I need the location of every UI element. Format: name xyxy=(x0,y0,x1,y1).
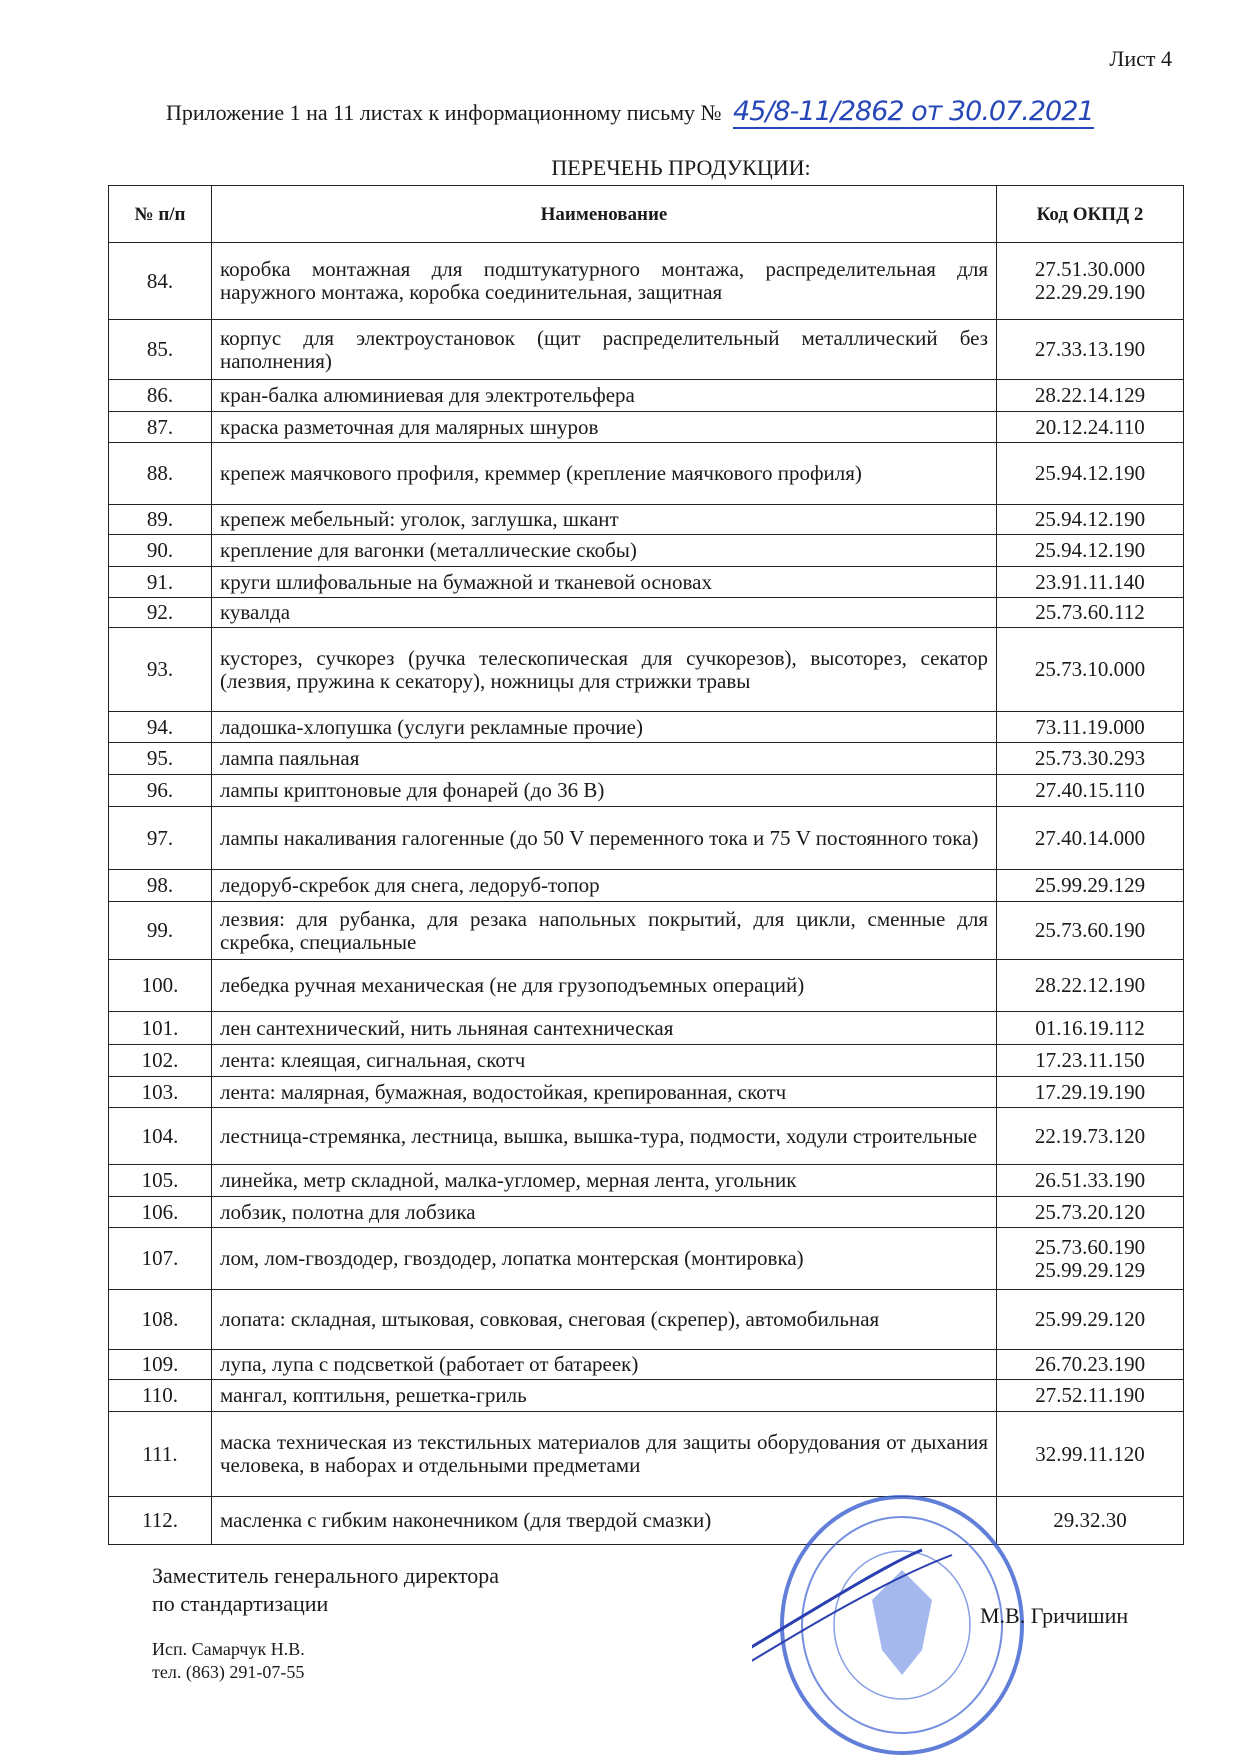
okpd2-code: 25.94.12.190 xyxy=(997,535,1184,567)
row-number: 110. xyxy=(109,1380,212,1412)
row-number: 86. xyxy=(109,380,212,412)
row-number: 98. xyxy=(109,870,212,902)
column-header-code: Код ОКПД 2 xyxy=(997,186,1184,243)
row-number: 109. xyxy=(109,1350,212,1380)
row-number: 94. xyxy=(109,712,212,743)
table-row xyxy=(109,320,1184,380)
row-number: 92. xyxy=(109,598,212,628)
okpd2-code: 29.32.30 xyxy=(997,1497,1184,1545)
table-row xyxy=(109,412,1184,443)
row-number: 95. xyxy=(109,743,212,775)
table-row xyxy=(109,1350,1184,1380)
row-number: 96. xyxy=(109,775,212,807)
table-row xyxy=(109,535,1184,567)
okpd2-code: 73.11.19.000 xyxy=(997,712,1184,743)
product-name: масленка с гибким наконечником (для твердой смазки) xyxy=(212,1497,997,1545)
appendix-line xyxy=(166,96,1094,127)
table-row xyxy=(109,1380,1184,1412)
okpd2-code: 27.51.30.000 22.29.29.190 xyxy=(997,243,1184,320)
product-name: лента: клеящая, сигнальная, скотч xyxy=(212,1045,997,1077)
okpd2-code: 17.29.19.190 xyxy=(997,1077,1184,1108)
okpd2-code: 27.52.11.190 xyxy=(997,1380,1184,1412)
table-row xyxy=(109,743,1184,775)
row-number: 102. xyxy=(109,1045,212,1077)
table-row xyxy=(109,1197,1184,1228)
product-name: крепеж мебельный: уголок, заглушка, шкант xyxy=(212,505,997,535)
product-name: круги шлифовальные на бумажной и тканевой основах xyxy=(212,567,997,598)
product-name: крепление для вагонки (металлические скобы) xyxy=(212,535,997,567)
okpd2-code: 25.73.60.190 xyxy=(997,902,1184,960)
row-number: 100. xyxy=(109,960,212,1012)
okpd2-code: 25.73.60.190 25.99.29.129 xyxy=(997,1228,1184,1290)
table-row xyxy=(109,567,1184,598)
row-number: 111. xyxy=(109,1412,212,1497)
product-name: кусторез, сучкорез (ручка телескопическая для сучкорезов), высоторез, секатор (лезвия, пружина к секатору), ножницы для стрижки травы xyxy=(212,628,997,712)
row-number: 106. xyxy=(109,1197,212,1228)
row-number: 103. xyxy=(109,1077,212,1108)
okpd2-code: 26.70.23.190 xyxy=(997,1350,1184,1380)
table-row xyxy=(109,1108,1184,1165)
okpd2-code: 27.40.14.000 xyxy=(997,807,1184,870)
okpd2-code: 25.73.30.293 xyxy=(997,743,1184,775)
okpd2-code: 27.40.15.110 xyxy=(997,775,1184,807)
okpd2-code: 25.73.20.120 xyxy=(997,1197,1184,1228)
product-table xyxy=(108,185,1184,1545)
table-row xyxy=(109,1228,1184,1290)
table-header-row xyxy=(109,186,1184,243)
product-name: кувалда xyxy=(212,598,997,628)
sheet-number: Лист 4 xyxy=(1109,46,1172,71)
table-row xyxy=(109,598,1184,628)
product-name: краска разметочная для малярных шнуров xyxy=(212,412,997,443)
product-name: ледоруб-скребок для снега, ледоруб-топор xyxy=(212,870,997,902)
document-title: ПЕРЕЧЕНЬ ПРОДУКЦИИ: xyxy=(551,155,811,180)
signer-position xyxy=(152,1562,499,1618)
signer-name: М.В. Гричишин xyxy=(980,1603,1129,1628)
table-row xyxy=(109,628,1184,712)
row-number: 91. xyxy=(109,567,212,598)
product-name: лампы накаливания галогенные (до 50 V переменного тока и 75 V постоянного тока) xyxy=(212,807,997,870)
row-number: 90. xyxy=(109,535,212,567)
row-number: 101. xyxy=(109,1012,212,1045)
okpd2-code: 22.19.73.120 xyxy=(997,1108,1184,1165)
row-number: 104. xyxy=(109,1108,212,1165)
product-name: лен сантехнический, нить льняная сантехническая xyxy=(212,1012,997,1045)
row-number: 84. xyxy=(109,243,212,320)
product-name: крепеж маячкового профиля, креммер (крепление маячкового профиля) xyxy=(212,443,997,505)
okpd2-code: 25.99.29.120 xyxy=(997,1290,1184,1350)
okpd2-code: 20.12.24.110 xyxy=(997,412,1184,443)
product-name: коробка монтажная для подштукатурного монтажа, распределительная для наружного монтажа, коробка соединительная, защитная xyxy=(212,243,997,320)
product-name: лупа, лупа с подсветкой (работает от батареек) xyxy=(212,1350,997,1380)
row-number: 88. xyxy=(109,443,212,505)
table-row xyxy=(109,712,1184,743)
product-name: лента: малярная, бумажная, водостойкая, крепированная, скотч xyxy=(212,1077,997,1108)
row-number: 89. xyxy=(109,505,212,535)
table-row xyxy=(109,807,1184,870)
okpd2-code: 27.33.13.190 xyxy=(997,320,1184,380)
row-number: 105. xyxy=(109,1165,212,1197)
okpd2-code: 32.99.11.120 xyxy=(997,1412,1184,1497)
product-name: маска техническая из текстильных материалов для защиты оборудования от дыхания человека, в наборах и отдельными предметами xyxy=(212,1412,997,1497)
table-row xyxy=(109,870,1184,902)
table-row xyxy=(109,1290,1184,1350)
product-name: лампа паяльная xyxy=(212,743,997,775)
appendix-text: Приложение 1 на 11 листах к информационному письму № xyxy=(166,100,722,125)
okpd2-code: 25.99.29.129 xyxy=(997,870,1184,902)
product-name: лезвия: для рубанка, для резака напольных покрытий, для цикли, сменные для скребка, специальные xyxy=(212,902,997,960)
table-row xyxy=(109,775,1184,807)
table-row xyxy=(109,1165,1184,1197)
table-row xyxy=(109,1045,1184,1077)
row-number: 107. xyxy=(109,1228,212,1290)
row-number: 112. xyxy=(109,1497,212,1545)
product-name: лом, лом-гвоздодер, гвоздодер, лопатка монтерская (монтировка) xyxy=(212,1228,997,1290)
okpd2-code: 25.73.60.112 xyxy=(997,598,1184,628)
position-line-2: по стандартизации xyxy=(152,1591,329,1616)
table-row xyxy=(109,505,1184,535)
product-name: линейка, метр складной, малка-угломер, мерная лента, угольник xyxy=(212,1165,997,1197)
okpd2-code: 26.51.33.190 xyxy=(997,1165,1184,1197)
okpd2-code: 01.16.19.112 xyxy=(997,1012,1184,1045)
table-row xyxy=(109,443,1184,505)
row-number: 87. xyxy=(109,412,212,443)
column-header-name: Наименование xyxy=(212,186,997,243)
okpd2-code: 25.94.12.190 xyxy=(997,443,1184,505)
executor-phone: тел. (863) 291-07-55 xyxy=(152,1662,305,1682)
product-name: ладошка-хлопушка (услуги рекламные прочие) xyxy=(212,712,997,743)
okpd2-code: 25.73.10.000 xyxy=(997,628,1184,712)
okpd2-code: 28.22.12.190 xyxy=(997,960,1184,1012)
table-row xyxy=(109,902,1184,960)
product-name: лебедка ручная механическая (не для грузоподъемных операций) xyxy=(212,960,997,1012)
position-line-1: Заместитель генерального директора xyxy=(152,1563,500,1588)
table-row xyxy=(109,1012,1184,1045)
product-name: лампы криптоновые для фонарей (до 36 В) xyxy=(212,775,997,807)
table-row xyxy=(109,1077,1184,1108)
okpd2-code: 17.23.11.150 xyxy=(997,1045,1184,1077)
row-number: 99. xyxy=(109,902,212,960)
table-row xyxy=(109,243,1184,320)
product-name: лестница-стремянка, лестница, вышка, вышка-тура, подмости, ходули строительные xyxy=(212,1108,997,1165)
column-header-number: № п/п xyxy=(109,186,212,243)
row-number: 93. xyxy=(109,628,212,712)
table-row xyxy=(109,960,1184,1012)
product-name: корпус для электроустановок (щит распределительный металлический без наполнения) xyxy=(212,320,997,380)
product-name: кран-балка алюминиевая для электротельфера xyxy=(212,380,997,412)
table-row xyxy=(109,380,1184,412)
row-number: 85. xyxy=(109,320,212,380)
okpd2-code: 23.91.11.140 xyxy=(997,567,1184,598)
product-name: мангал, коптильня, решетка-гриль xyxy=(212,1380,997,1412)
okpd2-code: 25.94.12.190 xyxy=(997,505,1184,535)
row-number: 97. xyxy=(109,807,212,870)
product-name: лопата: складная, штыковая, совковая, снеговая (скрепер), автомобильная xyxy=(212,1290,997,1350)
okpd2-code: 28.22.14.129 xyxy=(997,380,1184,412)
executor-name: Исп. Самарчук Н.В. xyxy=(152,1639,305,1659)
product-name: лобзик, полотна для лобзика xyxy=(212,1197,997,1228)
table-row xyxy=(109,1412,1184,1497)
executor-block xyxy=(152,1638,305,1684)
row-number: 108. xyxy=(109,1290,212,1350)
handwritten-letter-number: 45/8-11/2862 от 30.07.2021 xyxy=(733,96,1094,127)
